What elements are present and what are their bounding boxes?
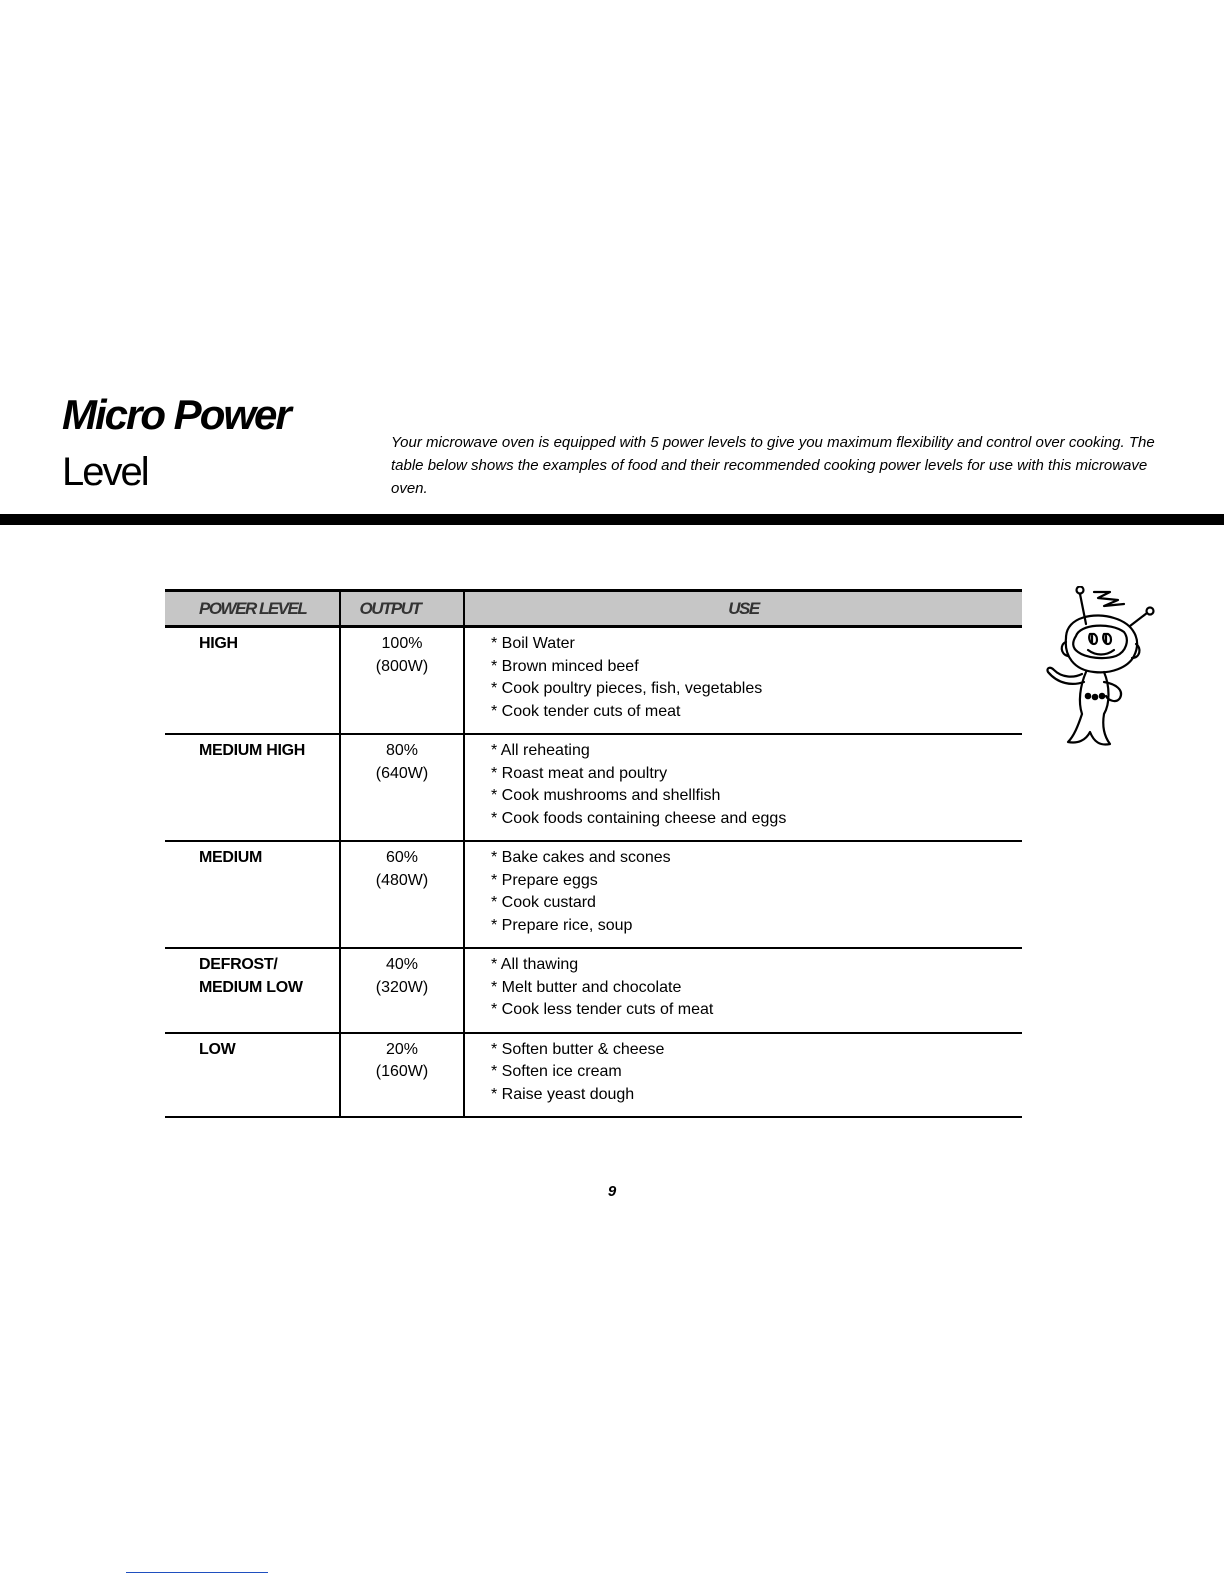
use-line: * Soften butter & cheese bbox=[491, 1040, 665, 1058]
output-line: (800W) bbox=[375, 657, 429, 675]
table-row bbox=[165, 1033, 1022, 1118]
footer-link-underline bbox=[126, 1572, 268, 1573]
use-line: * Boil Water bbox=[491, 635, 575, 652]
use-cell bbox=[464, 841, 1022, 948]
use-line: * Soften ice cream bbox=[491, 1063, 622, 1080]
power-level-line: MEDIUM LOW bbox=[199, 978, 303, 996]
output-cell bbox=[340, 627, 464, 735]
column-header-use: USE bbox=[464, 591, 1022, 627]
power-level-cell bbox=[165, 1033, 340, 1118]
use-line: * Roast meat and poultry bbox=[491, 764, 668, 782]
use-line: * Bake cakes and scones bbox=[491, 849, 671, 866]
output-line: 80% bbox=[385, 742, 419, 759]
output-line: 60% bbox=[385, 849, 419, 866]
use-cell bbox=[464, 627, 1022, 735]
use-line: * Prepare rice, soup bbox=[491, 916, 633, 934]
use-cell bbox=[464, 1033, 1022, 1118]
table-row bbox=[165, 627, 1022, 735]
use-cell bbox=[464, 734, 1022, 841]
power-level-cell bbox=[165, 841, 340, 948]
use-line: * Cook less tender cuts of meat bbox=[491, 1001, 714, 1018]
intro-paragraph: Your microwave oven is equipped with 5 power levels to give you maximum flexibility and control over cooking. The table below shows the examples of food and their recommended cooking power levels for use with this microwave oven. bbox=[391, 434, 1155, 497]
power-level-table bbox=[165, 589, 1022, 1118]
use-cell bbox=[464, 948, 1022, 1033]
output-cell bbox=[340, 841, 464, 948]
output-cell bbox=[340, 1033, 464, 1118]
use-line: * Cook foods containing cheese and eggs bbox=[491, 809, 787, 827]
power-level-cell bbox=[165, 627, 340, 735]
output-line: 40% bbox=[385, 956, 419, 973]
column-header-power-level: POWER LEVEL bbox=[165, 591, 340, 627]
page-subtitle: Level bbox=[62, 450, 148, 494]
use-line: * Raise yeast dough bbox=[491, 1085, 635, 1103]
power-level-line: MEDIUM bbox=[199, 849, 263, 866]
table-row bbox=[165, 734, 1022, 841]
use-line: * All thawing bbox=[491, 956, 579, 973]
column-header-output: OUTPUT bbox=[340, 591, 464, 627]
power-level-line: MEDIUM HIGH bbox=[199, 742, 306, 759]
page-title: Micro Power bbox=[62, 391, 290, 438]
power-level-cell bbox=[165, 948, 340, 1033]
use-line: * Cook mushrooms and shellfish bbox=[491, 787, 721, 804]
output-line: 20% bbox=[385, 1040, 419, 1058]
table-row bbox=[165, 948, 1022, 1033]
output-cell bbox=[340, 734, 464, 841]
table-header-row bbox=[165, 591, 1022, 627]
output-line: (640W) bbox=[375, 764, 429, 782]
use-line: * Cook custard bbox=[491, 894, 596, 911]
microwave-mascot-icon bbox=[1038, 586, 1178, 756]
use-line: * Prepare eggs bbox=[491, 871, 598, 889]
use-line: * Cook tender cuts of meat bbox=[491, 702, 681, 720]
table-row bbox=[165, 841, 1022, 948]
output-line: (320W) bbox=[375, 978, 429, 996]
page-number: 9 bbox=[607, 1183, 617, 1200]
output-line: (480W) bbox=[375, 871, 429, 889]
header-divider bbox=[0, 514, 1224, 525]
output-line: (160W) bbox=[375, 1063, 429, 1080]
use-line: * Brown minced beef bbox=[491, 657, 639, 675]
power-level-line: HIGH bbox=[199, 635, 238, 652]
power-level-cell bbox=[165, 734, 340, 841]
use-line: * Cook poultry pieces, fish, vegetables bbox=[491, 680, 763, 697]
use-line: * Melt butter and chocolate bbox=[491, 978, 682, 996]
output-cell bbox=[340, 948, 464, 1033]
power-level-line: DEFROST/ bbox=[199, 956, 278, 973]
power-level-line: LOW bbox=[199, 1040, 236, 1058]
output-line: 100% bbox=[381, 635, 423, 652]
table-body bbox=[165, 627, 1022, 1118]
use-line: * All reheating bbox=[491, 742, 590, 759]
